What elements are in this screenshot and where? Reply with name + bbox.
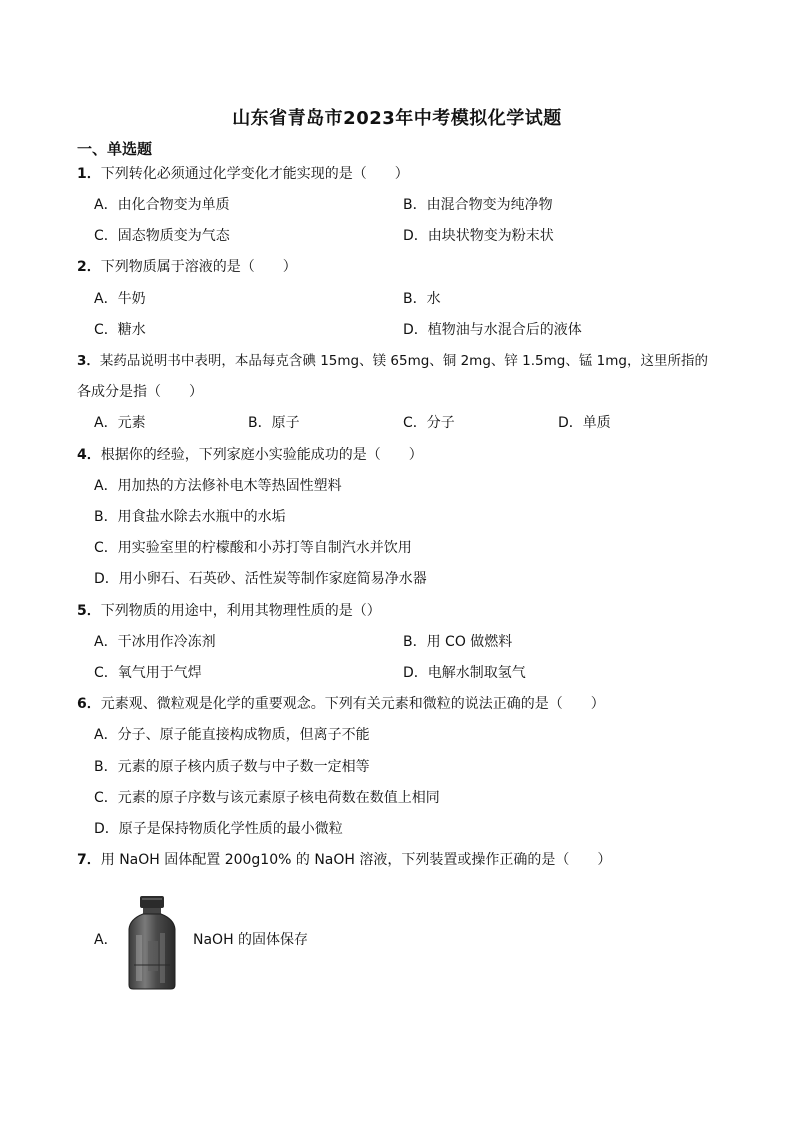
section-heading: 一、单选题 [77,140,153,158]
q2-option-a: A．牛奶 [94,291,146,307]
q3-option-a: A．元素 [94,415,146,431]
page-title: 山东省青岛市2023年中考模拟化学试题 [232,108,562,129]
question-stem: 下列转化必须通过化学变化才能实现的是（ ） [100,166,409,182]
question-number: 3． [77,353,100,369]
q2-option-d: D．植物油与水混合后的液体 [403,322,582,338]
question-3 [77,351,708,371]
q6-option-c: C．元素的原子序数与该元素原子核电荷数在数值上相同 [94,790,440,806]
question-stem: 下列物质的用途中，利用其物理性质的是（） [100,603,381,619]
question-number: 4． [77,447,101,463]
question-number: 5． [77,603,101,619]
reagent-bottle-icon [124,895,180,991]
q2-option-c: C．糖水 [94,322,146,338]
q2-option-b: B．水 [403,291,441,307]
question-2 [77,257,297,277]
q4-option-b: B．用食盐水除去水瓶中的水垢 [94,509,286,525]
question-stem: 根据你的经验，下列家庭小实验能成功的是（ ） [100,447,423,463]
q4-option-d: D．用小卵石、石英砂、活性炭等制作家庭简易净水器 [94,571,427,587]
question-stem: 用 NaOH 固体配置 200g10% 的 NaOH 溶液，下列装置或操作正确的是（ ） [100,852,612,868]
q5-option-b: B．用 CO 做燃料 [403,634,513,650]
question-number: 6． [77,696,101,712]
question-stem: 下列物质属于溶液的是（ ） [100,259,297,275]
q6-option-a: A．分子、原子能直接构成物质，但离子不能 [94,727,370,743]
q5-option-a: A．干冰用作冷冻剂 [94,634,216,650]
question-number: 7． [77,852,101,868]
q4-option-c: C．用实验室里的柠檬酸和小苏打等自制汽水并饮用 [94,540,412,556]
question-stem: 元素观、微粒观是化学的重要观念。下列有关元素和微粒的说法正确的是（ ） [100,696,605,712]
question-number: 2． [77,259,101,275]
q3-option-b: B．原子 [248,415,300,431]
q7-option-a-label: A． [94,932,118,948]
q3-option-d: D．单质 [558,415,611,431]
q7-option-a-caption: NaOH 的固体保存 [193,932,309,948]
q1-option-a: A．由化合物变为单质 [94,197,230,213]
q5-option-d: D．电解水制取氢气 [403,665,526,681]
q1-option-c: C．固态物质变为气态 [94,228,230,244]
q6-option-b: B．元素的原子核内质子数与中子数一定相等 [94,759,370,775]
question-3-stem-continued: 各成分是指（ ） [77,384,203,400]
reagent-bottle-image [124,895,180,991]
q1-option-d: D．由块状物变为粉末状 [403,228,554,244]
question-stem: 某药品说明书中表明，本品每克含碘 15mg、镁 65mg、铜 2mg、锌 1.5mg、锰 1mg，这里所指的 [99,353,708,369]
question-7 [77,850,611,870]
q6-option-d: D．原子是保持物质化学性质的最小微粒 [94,821,343,837]
question-1 [77,164,409,184]
question-number: 1． [77,166,101,182]
q1-option-b: B．由混合物变为纯净物 [403,197,553,213]
q3-option-c: C．分子 [403,415,455,431]
question-5 [77,601,381,621]
q5-option-c: C．氧气用于气焊 [94,665,202,681]
question-6 [77,694,605,714]
question-4 [77,445,423,465]
q4-option-a: A．用加热的方法修补电木等热固性塑料 [94,478,342,494]
